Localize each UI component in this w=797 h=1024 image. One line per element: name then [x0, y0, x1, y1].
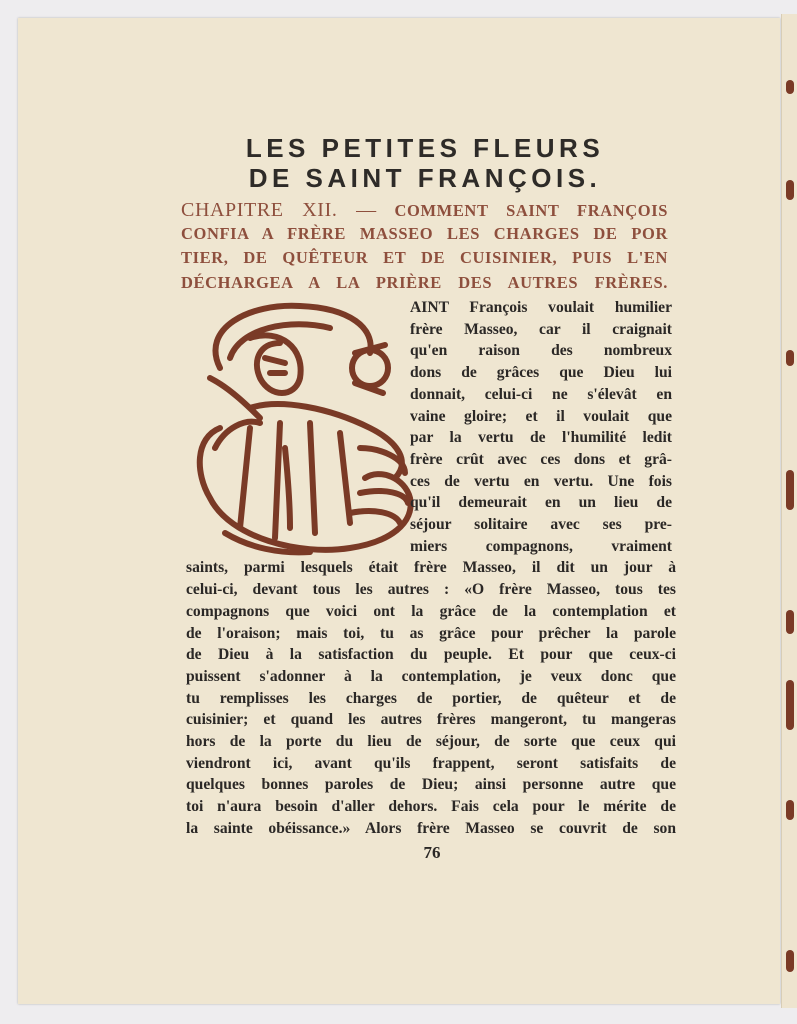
- body-line: séjour solitaire avec ses pre-: [410, 516, 672, 533]
- facing-page-ornament: [786, 680, 794, 730]
- body-line: frère Masseo, car il craignait: [410, 320, 672, 338]
- body-line: qu'il demeurait en un lieu de: [410, 494, 672, 512]
- body-line: quelques bonnes paroles de Dieu; ainsi personne autre que: [186, 776, 676, 794]
- body-line: toi n'aura besoin d'aller dehors. Fais cela pour le mérite de: [186, 798, 676, 816]
- page-number: 76: [423, 843, 441, 862]
- illuminated-drop-cap-s: [190, 298, 418, 560]
- facing-page-ornament: [786, 80, 794, 94]
- body-line: celui-ci, devant tous les autres : «O frère Masseo, tous tes: [186, 581, 676, 599]
- body-line: dons de grâces que Dieu lui: [410, 364, 672, 382]
- body-line: puissent s'adonner à la contemplation, je veux donc que: [186, 667, 676, 685]
- body-line: cuisinier; et quand les autres frères mangeront, tu mangeras: [186, 711, 676, 729]
- facing-page-ornament: [786, 950, 794, 972]
- body-line: AINT François voulait humilier: [410, 299, 672, 316]
- facing-page-edge: [781, 14, 797, 1008]
- body-line: donnait, celui-ci ne s'élevât en: [410, 385, 672, 403]
- chapter-heading-line: CHAPITRE XII. — COMMENT SAINT FRANÇOIS: [181, 199, 668, 221]
- body-line: par la vertu de l'humilité ledit: [410, 429, 672, 447]
- chapter-heading-line: DÉCHARGEA A LA PRIÈRE DES AUTRES FRÈRES.: [181, 273, 668, 292]
- body-line: tu remplisses les charges de portier, de quêteur et de: [186, 689, 676, 707]
- book-title-line: LES PETITES FLEURS: [245, 133, 605, 163]
- facing-page-ornament: [786, 350, 794, 366]
- body-line: viendront ici, avant qu'ils frappent, seront satisfaits de: [186, 754, 676, 772]
- body-line: frère crût avec ces dons et grâ-: [410, 450, 672, 468]
- body-line: vaine gloire; et il voulait que: [410, 407, 672, 425]
- body-line: saints, parmi lesquels était frère Masseo, il dit un jour à: [186, 559, 676, 577]
- facing-page-ornament: [786, 610, 794, 634]
- body-line: la sainte obéissance.» Alors frère Masseo se couvrit de son: [186, 819, 676, 837]
- body-line: compagnons que voici ont la grâce de la contemplation et: [186, 602, 676, 620]
- chapter-number: CHAPITRE XII. —: [181, 199, 377, 221]
- facing-page-ornament: [786, 800, 794, 820]
- chapter-heading-line: CONFIA A FRÈRE MASSEO LES CHARGES DE POR: [181, 224, 668, 243]
- body-line: de Dieu à la satisfaction du peuple. Et pour que ceux-ci: [186, 646, 676, 664]
- body-line: qu'en raison des nombreux: [410, 342, 672, 360]
- facing-page-ornament: [786, 180, 794, 200]
- body-line: ces de vertu en vertu. Une fois: [410, 472, 672, 490]
- body-line: miers compagnons, vraiment: [410, 537, 672, 555]
- facing-page-ornament: [786, 470, 794, 510]
- book-title-line: DE SAINT FRANÇOIS.: [248, 163, 602, 193]
- chapter-heading-line: TIER, DE QUÊTEUR ET DE CUISINIER, PUIS L'EN: [181, 248, 668, 267]
- body-line: de l'oraison; mais toi, tu as grâce pour prêcher la parole: [186, 624, 676, 642]
- body-line: hors de la porte du lieu de séjour, de sorte que ceux qui: [186, 733, 676, 750]
